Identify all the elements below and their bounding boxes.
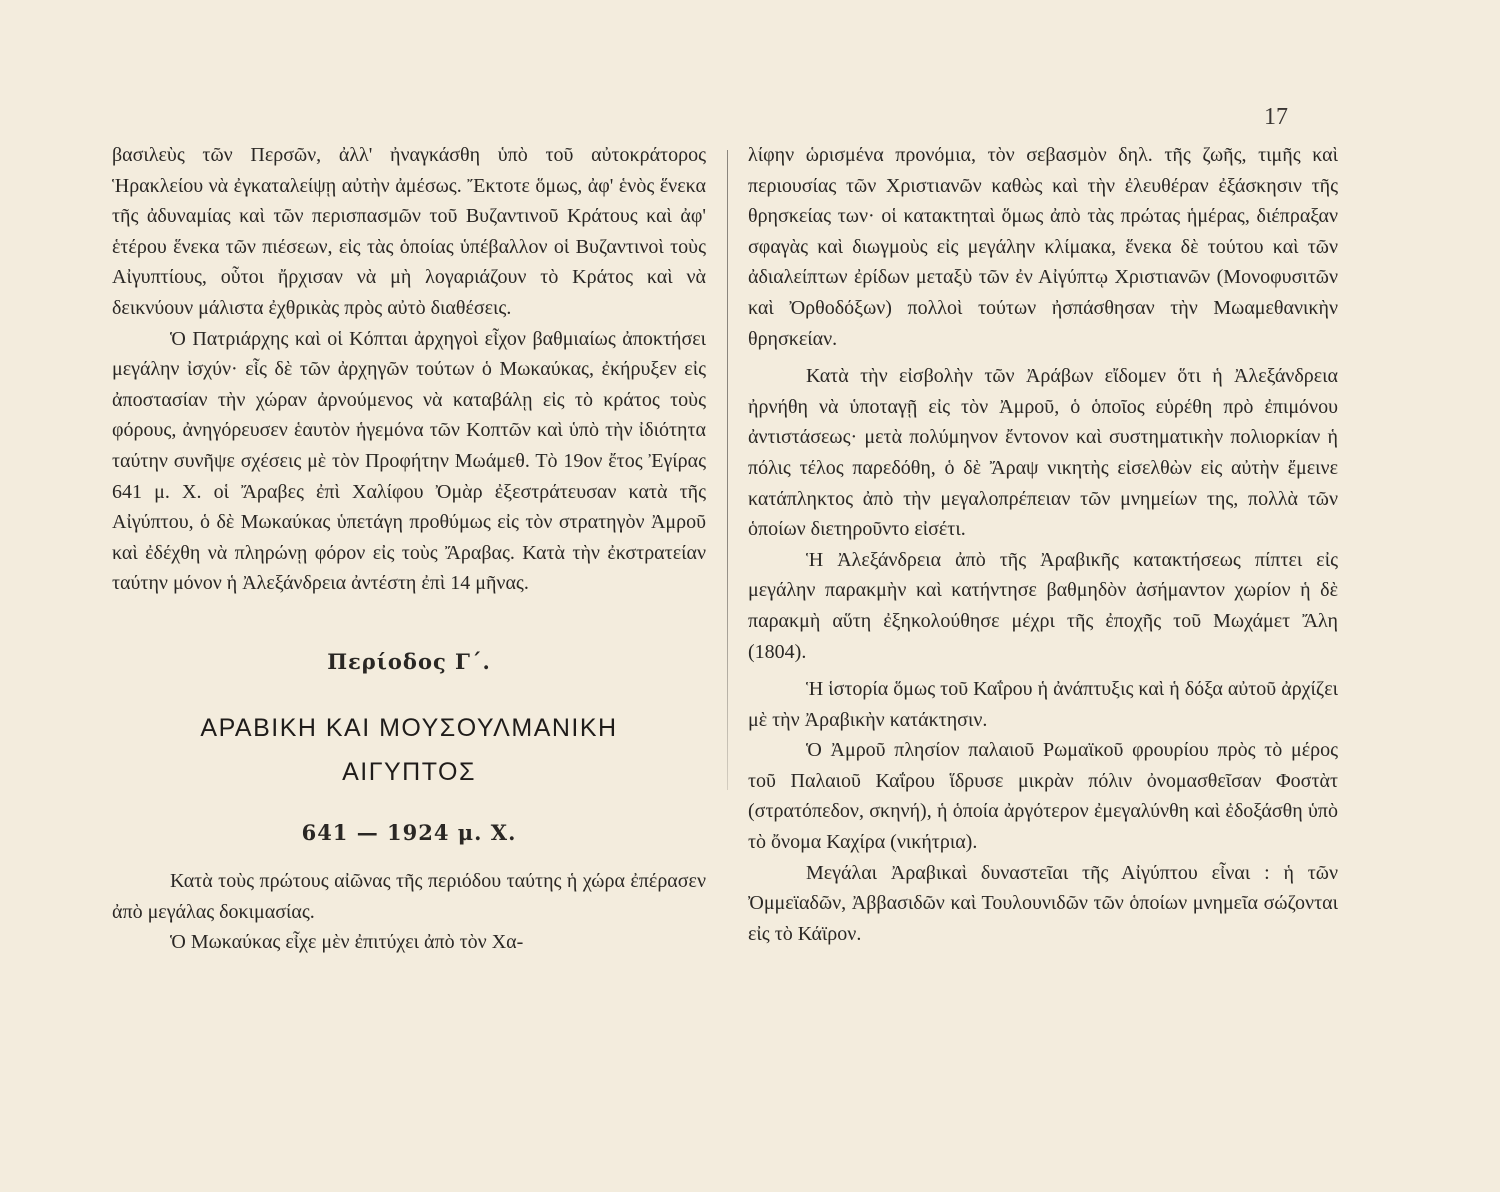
right-paragraph-2: Κατὰ τὴν εἰσβολὴν τῶν Ἀράβων εἴδομεν ὅτι ἡ Ἀλεξάνδρεια ἠρνήθη νὰ ὑποταγῇ εἰς τὸν Ἀμροῦ, ὁ ὁποῖος εὑρέθη πρὸ ἐπιμόνου ἀντιστάσεως· μετὰ πολύμηνον ἔντονον καὶ συστηματικὴν πολιορκίαν ἡ πόλις τέλος παρεδόθη, ὁ δὲ Ἄραψ νικητὴς εἰσελθὼν εἰς αὐτὴν ἔμεινε κατάπληκτος ἀπὸ τὴν μεγαλοπρέπειαν τῶν μνημείων της, πολλὰ τῶν ὁποίων διετηροῦντο εἰσέτι. xyxy=(748,365,1338,541)
left-column xyxy=(112,140,706,958)
right-paragraph-3: Ἡ Ἀλεξάνδρεια ἀπὸ τῆς Ἀραβικῆς κατακτήσεως πίπτει εἰς μεγάλην παρακμὴν καὶ κατήντησε βαθμηδὸν ἀσήμαντον χωρίον ἡ δὲ παρακμὴ αὕτη ἐξηκολούθησε μέχρι τῆς ἐποχῆς τοῦ Μωχάμετ Ἄλη (1804). xyxy=(748,548,1338,663)
section-heading xyxy=(112,647,706,848)
period-title: Περίοδος Γ΄. xyxy=(327,648,491,674)
left-paragraph-4: Ὁ Μωκαύκας εἶχε μὲν ἐπιτύχει ἀπὸ τὸν Χα- xyxy=(170,931,524,954)
right-paragraph-6: Μεγάλαι Ἀραβικαὶ δυναστεῖαι τῆς Αἰγύπτου εἶναι : ἡ τῶν Ὀμμεϊαδῶν, Ἀββασιδῶν καὶ Τουλουνιδῶν τῶν ὁποίων μνημεῖα σώζονται εἰς τὸ Κάϊρον. xyxy=(748,861,1338,945)
page-number: 17 xyxy=(1264,104,1288,130)
column-divider xyxy=(727,150,728,790)
section-title-line-2: ΑΙΓΥΠΤΟΣ xyxy=(342,757,476,786)
section-title-line-1: ΑΡΑΒΙΚΗ ΚΑΙ ΜΟΥΣΟΥΛΜΑΝΙΚΗ xyxy=(200,713,618,742)
left-paragraph-1: βασιλεὺς τῶν Περσῶν, ἀλλ' ἠναγκάσθη ὑπὸ τοῦ αὐτοκράτορος Ἡρακλείου νὰ ἐγκαταλείψῃ αὐτὴν ἀμέσως. Ἔκτοτε ὅμως, ἀφ' ἑνὸς ἕνεκα τῆς ἀδυναμίας καὶ τῶν περισπασμῶν τοῦ Βυζαντινοῦ Κράτους καὶ ἀφ' ἑτέρου ἕνεκα τῶν πιέσεων, εἰς τὰς ὁποίας ὑπέβαλλον οἱ Βυζαντινοὶ τοὺς Αἰγυπτίους, οὗτοι ἤρχισαν νὰ μὴ λογαριάζουν τὸ Κράτος καὶ νὰ δεικνύουν μάλιστα ἐχθρικὰς πρὸς αὐτὸ διαθέσεις. xyxy=(112,144,706,319)
right-paragraph-5: Ὁ Ἀμροῦ πλησίον παλαιοῦ Ρωμαϊκοῦ φρουρίου πρὸς τὸ μέρος τοῦ Παλαιοῦ Καΐρου ἵδρυσε μικρὰν πόλιν ὀνομασθεῖσαν Φοστὰτ (στρατόπεδον, σκηνή), ἡ ὁποία ἀργότερον ἐμεγαλύνθη καὶ ἐδοξάσθη ὑπὸ τὸ ὄνομα Καχίρα (νικήτρια). xyxy=(748,739,1338,854)
right-paragraph-1: λίφην ὡρισμένα προνόμια, τὸν σεβασμὸν δηλ. τῆς ζωῆς, τιμῆς καὶ περιουσίας τῶν Χριστιανῶν καθὼς καὶ τὴν ἐλευθέραν ἐξάσκησιν τῆς θρησκείας των· οἱ κατακτηταὶ ὅμως ἀπὸ τὰς πρώτας ἡμέρας, διέπραξαν σφαγὰς καὶ διωγμοὺς εἰς μεγάλην κλίμακα, ἕνεκα δὲ τούτου καὶ τῶν ἀδιαλείπτων ἐρίδων μεταξὺ τῶν ἐν Αἰγύπτῳ Χριστιανῶν (Μονοφυσιτῶν καὶ Ὀρθοδόξων) πολλοὶ τούτων ἠσπάσθησαν τὴν Μωαμεθανικὴν θρησκείαν. xyxy=(748,144,1338,350)
right-paragraph-4: Ἡ ἱστορία ὅμως τοῦ Καΐρου ἡ ἀνάπτυξις καὶ ἡ δόξα αὐτοῦ ἀρχίζει μὲ τὴν Ἀραβικὴν κατάκτησιν. xyxy=(748,678,1338,731)
left-paragraph-2: Ὁ Πατριάρχης καὶ οἱ Κόπται ἀρχηγοὶ εἶχον βαθμιαίως ἀποκτήσει μεγάλην ἰσχύν· εἷς δὲ τῶν ἀρχηγῶν τούτων ὁ Μωκαύκας, ἐκήρυξεν εἰς ἀποστασίαν τὴν χώραν ἀρνούμενος νὰ καταβάλῃ εἰς τὸ κράτος τοὺς φόρους, ἀνηγόρευσεν ἑαυτὸν ἡγεμόνα τῶν Κοπτῶν καὶ ὑπὸ τὴν ἰδιότητα ταύτην συνῆψε σχέσεις μὲ τὸν Προφήτην Μωάμεθ. Τὸ 19ον ἔτος Ἐγίρας 641 μ. Χ. οἱ Ἄραβες ἐπὶ Χαλίφου Ὀμὰρ ἐξεστράτευσαν κατὰ τῆς Αἰγύπτου, ὁ δὲ Μωκαύκας ὑπετάγη προθύμως εἰς τὸν στρατηγὸν Ἀμροῦ καὶ ἐδέχθη νὰ πληρώνῃ φόρον εἰς τοὺς Ἄραβας. Κατὰ τὴν ἐκστρατείαν ταύτην μόνον ἡ Ἀλεξάνδρεια ἀντέστη ἐπὶ 14 μῆνας. xyxy=(112,327,706,595)
section-dates: 641 — 1924 μ. Χ. xyxy=(301,819,517,845)
left-paragraph-3: Κατὰ τοὺς πρώτους αἰῶνας τῆς περιόδου ταύτης ἡ χώρα ἐπέρασεν ἀπὸ μεγάλας δοκιμασίας. xyxy=(112,870,706,923)
right-column xyxy=(748,140,1338,949)
